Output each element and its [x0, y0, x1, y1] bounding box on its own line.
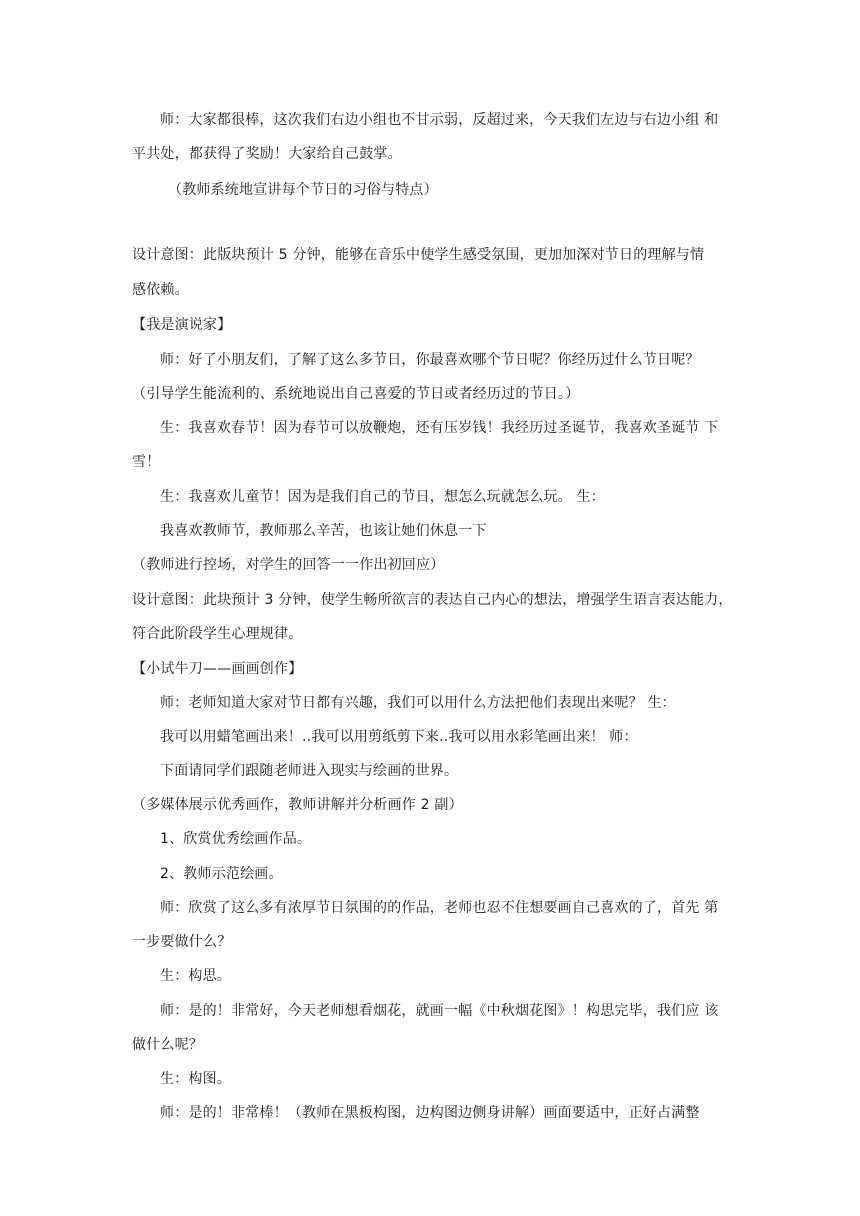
paragraph-line: 师：是的！非常好，今天老师想看烟花，就画一幅《中秋烟花图》！构思完毕，我们应 该	[160, 1003, 719, 1019]
paragraph-line: 感依赖。	[132, 282, 189, 298]
paragraph-line: 符合此阶段学生心理规律。	[132, 626, 303, 642]
paragraph-line: 平共处，都获得了奖励！大家给自己鼓掌。	[132, 146, 402, 162]
paragraph-line: 一步要做什么？	[132, 934, 232, 950]
paragraph-line: 师：是的！非常棒！（教师在黑板构图，边构图边侧身讲解）画面要适中，正好占满整	[160, 1105, 700, 1121]
paragraph-line: 我喜欢教师节，教师那么辛苦，也该让她们休息一下	[160, 523, 487, 539]
paragraph-line: 我可以用蜡笔画出来！..我可以用剪纸剪下来..我可以用水彩笔画出来！ 师：	[160, 729, 638, 745]
section-heading: 【我是演说家】	[132, 317, 232, 333]
paragraph-line: 下面请同学们跟随老师进入现实与绘画的世界。	[160, 763, 459, 779]
list-item: 2、教师示范绘画。	[160, 866, 283, 882]
design-intent-line: 设计意图：此版块预计 5 分钟，能够在音乐中使学生感受氛围，更加加深对节日的理解与情	[132, 247, 705, 263]
paragraph-line: 师：欣赏了这么多有浓厚节日氛围的的作品，老师也忍不住想要画自己喜欢的了，首先 第	[160, 900, 719, 916]
paragraph-line: 生：构思。	[160, 968, 231, 984]
design-intent-line: 设计意图：此块预计 3 分钟，使学生畅所欲言的表达自己内心的想法，增强学生语言表达能力，	[132, 592, 733, 608]
paragraph-line: （引导学生能流利的、系统地说出自己喜爱的节日或者经历过的节日。）	[132, 386, 580, 402]
paragraph-line: （教师系统地宣讲每个节日的习俗与特点）	[168, 182, 438, 198]
paragraph-line: 生：我喜欢春节！因为春节可以放鞭炮，还有压岁钱！我经历过圣诞节，我喜欢圣诞节 下	[160, 420, 719, 436]
list-item: 1、欣赏优秀绘画作品。	[160, 831, 312, 847]
paragraph-line: 师：好了小朋友们，了解了这么多节日，你最喜欢哪个节日呢？你经历过什么节日呢？	[160, 352, 700, 368]
paragraph-line: （多媒体展示优秀画作，教师讲解并分析画作 2 副）	[132, 797, 463, 813]
paragraph-line: 做什么呢？	[132, 1037, 203, 1053]
paragraph-line: 生：构图。	[160, 1071, 231, 1087]
paragraph-line: 生：我喜欢儿童节！因为是我们自己的节日，想怎么玩就怎么玩。 生：	[160, 489, 605, 505]
paragraph-line: 师：老师知道大家对节日都有兴趣，我们可以用什么方法把他们表现出来呢？ 生：	[160, 695, 676, 711]
paragraph-line: （教师进行控场，对学生的回答一一作出初回应）	[132, 557, 445, 573]
paragraph-line: 师：大家都很棒，这次我们右边小组也不甘示弱，反超过来，今天我们左边与右边小组 和	[160, 112, 719, 128]
paragraph-line: 雪！	[132, 454, 161, 470]
section-heading: 【小试牛刀——画画创作】	[132, 661, 303, 677]
